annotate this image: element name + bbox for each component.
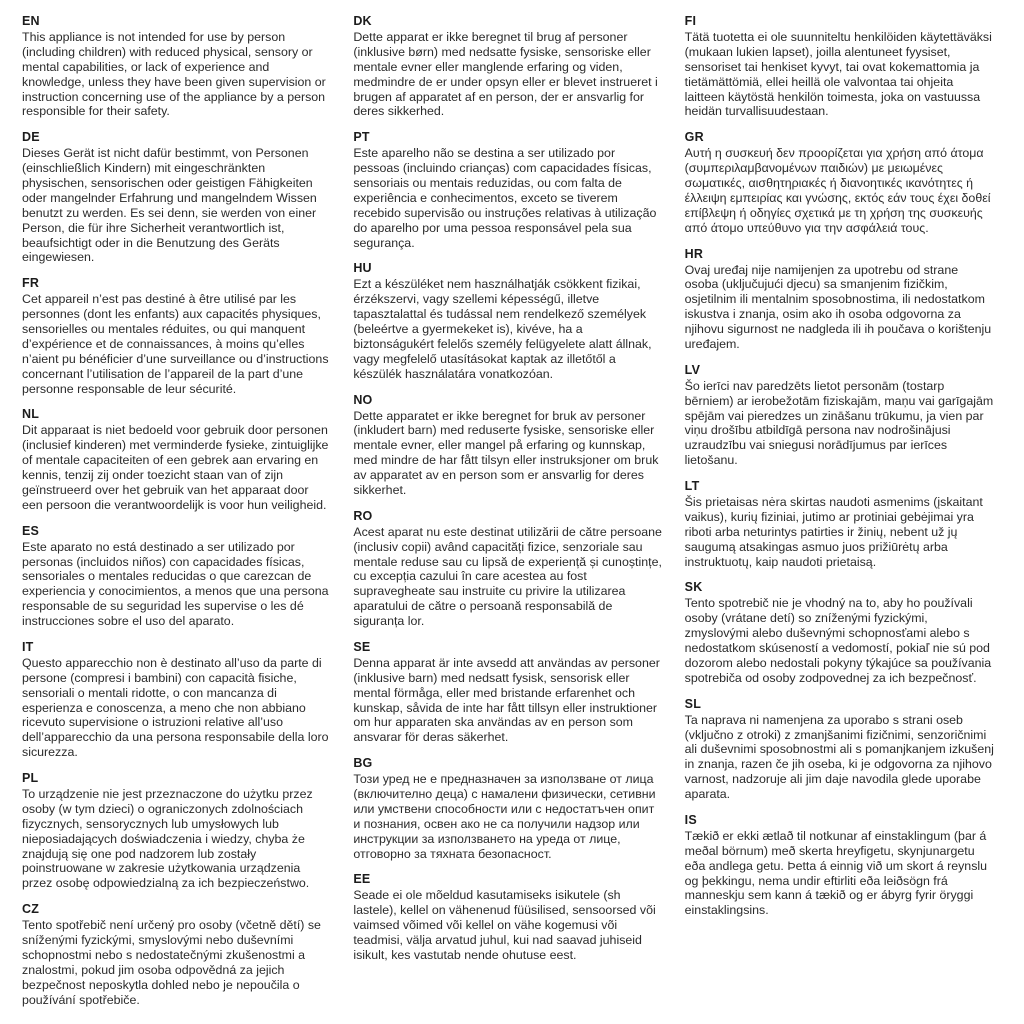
language-text-en: This appliance is not intended for use by person (including children) with reduced physical, sensory or mental capabilities, or lack of experience and knowledge, unless they have been given supervision or instruction concerning use of the appliance by a person responsible for their safety. bbox=[22, 30, 326, 119]
language-text-is: Tækið er ekki ætlað til notkunar af einstaklingum (þar á meðal börnum) með skerta hreyfigetu, skynjunargetu eða andlega getu. Þetta á einnig við um skort á reynslu og þekkingu, nema undir eftirliti eða leiðsögn frá manneskju sem kann á tækið og er ábyrg fyrir öryggi einstaklingsins. bbox=[684, 828, 988, 918]
section-dk bbox=[353, 14, 662, 119]
section-nl bbox=[22, 407, 331, 512]
column-3 bbox=[685, 14, 994, 929]
language-text-hu: Ezt a készüléket nem használhatják csökkent fizikai, érzékszervi, vagy szellemi képességű, illetve tapasztalattal és tudással nem rendelkező személyek (beleértve a gyermekeket is), kivéve, ha a biztonságukért felelős személy felügyelete alatt állnak, vagy megfelelő utasításokat kaptak az illetőtől a készülék használatára vonatkozóan. bbox=[353, 277, 652, 381]
section-se bbox=[353, 640, 662, 745]
language-code-bg: BG bbox=[353, 756, 373, 771]
language-text-hr: Ovaj uređaj nije namijenjen za upotrebu od strane osoba (uključujući djecu) sa smanjenim fizičkim, osjetilnim ili mentalnim sposobnostima, ili nedostatkom iskustva i znanja, osim ako ih osoba odgovorna za njihovu sigurnost ne nadgleda ili ih poučava o korištenju uređajem. bbox=[684, 262, 992, 351]
language-text-dk: Dette apparat er ikke beregnet til brug af personer (inklusive børn) med nedsatte fysiske, sensoriske eller mentale evner eller manglende erfaring og viden, medmindre de er under opsyn eller er blevet instrueret i brugen af apparatet af en person, der er ansvarlig for deres sikkerhed. bbox=[353, 30, 658, 119]
language-text-it: Questo apparecchio non è destinato all’uso da parte di persone (compresi i bambini) con capacità fisiche, sensoriali o mentali ridotte, o con mancanza di esperienza e conoscenza, a meno che non abbiano ricevuto supervisione o istruzioni relative all’uso dell’apparecchio da una persona responsabile della loro sicurezza. bbox=[22, 655, 329, 760]
language-text-nl: Dit apparaat is niet bedoeld voor gebruik door personen (inclusief kinderen) met verminderde fysieke, zintuiglijke of mentale capaciteiten of een gebrek aan ervaring en kennis, tenzij zij onder toezicht staan van of zijn geïnstrueerd over het gebruik van het apparaat door een persoon die verantwoordelijk is voor hun veiligheid. bbox=[22, 423, 329, 512]
column-2 bbox=[353, 14, 662, 974]
section-ee bbox=[353, 872, 662, 962]
language-text-lt: Šis prietaisas nėra skirtas naudoti asmenims (įskaitant vaikus), kurių fiziniai, jutimo ar protiniai gebėjimai yra riboti arba neturintys patirties ir žinių, nebent už jų saugumą atsakingas asmuo juos prižiūrėtų arba instruktuotų, kaip naudoti prietaisą. bbox=[684, 495, 983, 569]
section-bg bbox=[353, 756, 662, 861]
section-fi bbox=[685, 14, 994, 119]
section-lt bbox=[685, 479, 994, 569]
language-code-hu: HU bbox=[353, 261, 372, 276]
language-code-fi: FI bbox=[684, 14, 697, 28]
language-code-en: EN bbox=[22, 14, 40, 28]
language-code-pl: PL bbox=[22, 771, 39, 785]
language-text-de: Dieses Gerät ist nicht dafür bestimmt, von Personen (einschließlich Kindern) mit eingeschränkten physischen, sensorischen oder geistigen Fähigkeiten oder mangelnder Erfahrung und mangelndem Wissen benutzt zu werden. Es sei denn, sie werden von einer Person, die für ihre Sicherheit verantwortlich ist, beaufsichtigt oder in die Benutzung des Geräts eingewiesen. bbox=[22, 146, 317, 265]
language-code-dk: DK bbox=[353, 14, 372, 28]
language-code-de: DE bbox=[22, 130, 40, 145]
section-hr bbox=[685, 247, 994, 352]
language-code-sk: SK bbox=[684, 580, 703, 595]
section-hu bbox=[353, 261, 662, 381]
language-text-ro: Acest aparat nu este destinat utilizării de către persoane (inclusiv copii) având capacități fizice, senzoriale sau mentale reduse sau cu lipsă de experiență și cunoștințe, cu excepția cazului în care acestea au fost supravegheate sau instruite cu privire la utilizarea aparatului de către o persoană responsabilă de siguranța lor. bbox=[353, 524, 662, 628]
language-code-cz: CZ bbox=[22, 902, 40, 917]
language-text-cz: Tento spotřebič není určený pro osoby (včetně dětí) se sníženými fyzickými, smyslovými nebo duševními schopnostmi nebo s nedostatečnými zkušenostmi a znalostmi, pokud jim osoba odpovědná za jejich bezpečnost neposkytla dohled nebo je nepoučila o používání spotřebiče. bbox=[22, 918, 321, 1007]
language-code-no: NO bbox=[353, 392, 373, 407]
language-text-se: Denna apparat är inte avsedd att användas av personer (inklusive barn) med nedsatt fysisk, sensorisk eller mental förmåga, eller med bristande erfarenhet och kunskap, såvida de inte har fått tillsyn eller instruktioner om hur apparaten ska användas av en person som ansvarar för deras säkerhet. bbox=[353, 655, 660, 745]
language-code-es: ES bbox=[22, 523, 40, 538]
language-text-bg: Този уред не е предназначен за използване от лица (включително деца) с намалени физически, сетивни или умствени способности или с недостатъчен опит и познания, освен ако не са получили надзор или инструкции за използването на уреда от лице, отговорно за тяхната безопасност. bbox=[353, 772, 656, 861]
section-is bbox=[685, 813, 994, 918]
language-code-nl: NL bbox=[22, 407, 40, 422]
language-code-it: IT bbox=[22, 639, 34, 654]
language-text-sk: Tento spotrebič nie je vhodný na to, aby ho používali osoby (vrátane detí) so zníženými fyzickými, zmyslovými alebo duševnými schopnosťami alebo s nedostatkom skúseností a vedomostí, pokiaľ nie sú pod dozorom alebo nedostali pokyny týkajúce sa používania spotrebiča od osoby zodpovednej za ich bezpečnosť. bbox=[684, 596, 992, 685]
language-code-is: IS bbox=[684, 812, 697, 827]
language-code-ro: RO bbox=[353, 508, 373, 523]
section-fr bbox=[22, 276, 331, 396]
section-de bbox=[22, 130, 331, 265]
section-ro bbox=[353, 509, 662, 629]
section-no bbox=[353, 393, 662, 498]
language-text-no: Dette apparatet er ikke beregnet for bruk av personer (inkludert barn) med reduserte fysiske, sensoriske eller mentale evner, eller mangel på erfaring og kunnskap, med mindre de har fått tilsyn eller instruksjoner om bruk av apparatet av en person som er ansvarlig for deres sikkerhet. bbox=[353, 408, 659, 497]
language-text-sl: Ta naprava ni namenjena za uporabo s strani oseb (vključno z otroki) z zmanjšanimi fizičnimi, senzoričnimi ali duševnimi sposobnostmi ali s pomanjkanjem izkušenj in znanja, razen če jih oseba, ki je odgovorna za njihovo varnost, nadzoruje ali jim daje navodila glede uporabe aparata. bbox=[684, 712, 994, 801]
section-it bbox=[22, 640, 331, 760]
language-code-se: SE bbox=[353, 639, 371, 654]
section-pt bbox=[353, 130, 662, 250]
language-code-ee: EE bbox=[353, 872, 371, 887]
language-text-pl: To urządzenie nie jest przeznaczone do użytku przez osoby (w tym dzieci) o ograniczonych zdolnościach fizycznych, sensorycznych lub umysłowych lub nieposiadających doświadczenia i wiedzy, chyba że znajdują się one pod nadzorem lub zostały poinstruowane w zakresie użytkowania urządzenia przez osobę odpowiedzialną za ich bezpieczeństwo. bbox=[22, 787, 313, 891]
language-code-lt: LT bbox=[684, 479, 700, 493]
section-en bbox=[22, 14, 331, 119]
language-code-hr: HR bbox=[684, 246, 704, 261]
language-text-ee: Seade ei ole mõeldud kasutamiseks isikutele (sh lastele), kellel on vähenenud füüsilised, sensoorsed või vaimsed võimed või kellel on vähe kogemusi või teadmisi, välja arvatud juhul, kui nad saavad juhiseid isikult, kes vastutab nende ohutuse eest. bbox=[353, 888, 656, 962]
section-sl bbox=[685, 697, 994, 802]
section-es bbox=[22, 524, 331, 629]
language-code-fr: FR bbox=[22, 276, 40, 291]
language-code-lv: LV bbox=[684, 362, 701, 377]
section-cz bbox=[22, 902, 331, 1007]
language-text-fr: Cet appareil n’est pas destiné à être utilisé par les personnes (dont les enfants) aux capacités physiques, sensorielles ou mentales réduites, ou qui manquent d’expérience et de connaissances, à moins qu’elles n’aient pu bénéficier d’une surveillance ou d’instructions concernant l’utilisation de l’appareil de la part d’une personne responsable de leur sécurité. bbox=[22, 292, 329, 396]
section-gr bbox=[685, 130, 994, 235]
language-text-pt: Este aparelho não se destina a ser utilizado por pessoas (incluindo crianças) com capacidades físicas, sensoriais ou mentais reduzidas, ou com falta de experiência e conhecimentos, exceto se tiverem recebido supervisão ou instruções relativas à utilização do aparelho por uma pessoa responsável pela sua segurança. bbox=[353, 146, 657, 250]
language-code-gr: GR bbox=[684, 130, 704, 145]
language-code-sl: SL bbox=[684, 696, 702, 711]
language-text-lv: Šo ierīci nav paredzēts lietot personām (tostarp bērniem) ar ierobežotām fiziskajām, maņu vai garīgajām spējām vai pieredzes un zināšanu trūkumu, ja vien par viņu drošību atbildīgā persona nav nodrošinājusi uzraudzību vai sniegusi norādījumus par ierīces lietošanu. bbox=[684, 378, 994, 468]
section-lv bbox=[685, 363, 994, 468]
language-text-es: Este aparato no está destinado a ser utilizado por personas (incluidos niños) con capacidades físicas, sensoriales o mentales reducidas o que carezcan de experiencia y conocimientos, a menos que una persona responsable de su seguridad les supervise o les dé instrucciones sobre el uso del aparato. bbox=[22, 539, 329, 628]
section-pl bbox=[22, 771, 331, 891]
language-text-gr: Αυτή η συσκευή δεν προορίζεται για χρήση από άτομα (συμπεριλαμβανομένων παιδιών) με μειωμένες σωματικές, αισθητηριακές ή διανοητικές ικανότητες ή έλλειψη εμπειρίας και γνώσης, εκτός εάν τους έχει δοθεί επίβλεψη ή οδηγίες σχετικά με τη χρήση της συσκευής από άτομο υπεύθυνο για την ασφάλειά τους. bbox=[684, 146, 991, 235]
column-1 bbox=[22, 14, 331, 1018]
language-text-fi: Tätä tuotetta ei ole suunniteltu henkilöiden käytettäväksi (mukaan lukien lapset), joilla alentuneet fyysiset, sensoriset tai henkiset kyvyt, tai ovat kokemattomia ja tietämättömiä, ellei heillä ole valvontaa tai ohjeita laitteen käytöstä henkilön toimesta, joka on vastuussa heidän turvallisuudestaan. bbox=[684, 30, 992, 119]
language-code-pt: PT bbox=[353, 130, 370, 145]
section-sk bbox=[685, 580, 994, 685]
